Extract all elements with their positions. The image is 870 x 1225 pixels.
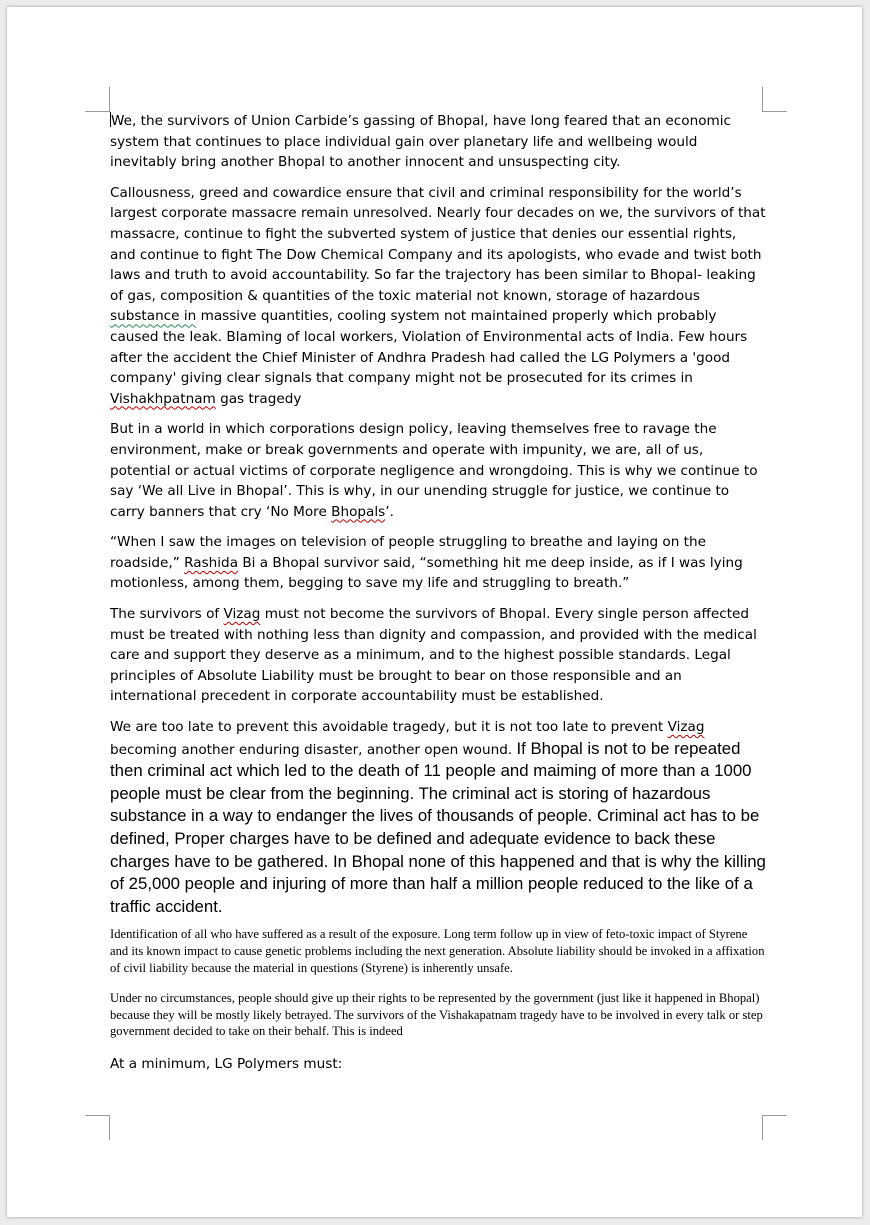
paragraph-2-text-a: Callousness, greed and cowardice ensure that civil and criminal responsibility for the world’s largest corporate massacre remain unresolved. Nearly four decades on we, the survivors of that massacre, continue to fight the subverted system of justice that denies our essential rights, and continue to fight The Dow Chemical Company and its apologists, who evade and twist both laws and truth to avoid accountability. So far the trajectory has been similar to Bhopal- leaking of gas, composition & quantities of the toxic material not known, storage of hazardous [110,184,766,304]
document-page[interactable] [7,7,862,1217]
paragraph-8: Under no circumstances, people should give up their rights to be represented by the government (just like it happened in Bhopal) because they will be mostly likely betrayed. The survivors of the Vishakapatnam tragedy have to be involved in every talk or step government decided to take on their behalf. This is indeed [110,991,763,1039]
grammar-flagged-word[interactable]: substance in [110,308,197,325]
paragraph-4-text-b: Bi a Bhopal survivor said, “something hit me deep inside, as if I was lying motionless, among them, begging to save my life and struggling to breath.” [110,554,743,592]
paragraph-3-text-a: But in a world in which corporations design policy, leaving themselves free to ravage the environment, make or break governments and operate with impunity, we are, all of us, potential or actual victims of corporate negligence and wrongdoing. This is why we continue to say ‘We all Live in Bhopal’. This is why, in our unending struggle for justice, we continue to carry banners that cry ‘No More [110,421,758,520]
paragraph-1-text: We, the survivors of Union Carbide’s gassing of Bhopal, have long feared that an economic system that continues to place individual gain over planetary life and wellbeing would inevitably bring another Bhopal to another innocent and unsuspecting city. [110,113,732,171]
paragraph-9: At a minimum, LG Polymers must: [110,1055,343,1072]
spell-flagged-word[interactable]: Bhopals [331,503,386,520]
margin-mark-bottom-right [762,1115,787,1140]
paragraph-3-text-b: ’. [385,503,394,520]
spell-flagged-word[interactable]: Vizag [667,719,705,736]
paragraph-2-text-b: massive quantities, cooling system not maintained properly which probably caused the leak. Blaming of local workers, Violation of Environmental acts of India. Few hours after the accident the Chief Minister of Andhra Pradesh had called the LG Polymers a 'good company' giving clear signals that company might not be prosecuted for its crimes in [110,308,748,387]
paragraph-6-text-b: becoming another enduring disaster, another open wound. [110,741,517,758]
paragraph-2-text-c: gas tragedy [215,390,302,407]
paragraph-5 [110,604,766,707]
margin-mark-top-right [762,87,787,112]
spell-flagged-word[interactable]: Vishakhpatnam [110,390,216,407]
paragraph-4 [110,532,766,594]
paragraph-3 [110,419,766,522]
paragraph-7: Identification of all who have suffered as a result of the exposure. Long term follow up in view of feto-toxic impact of Styrene and its known impact to cause genetic problems including the next generation. Absolute liability should be invoked in a affixation of civil liability because the material in questions (Styrene) is inherently unsafe. [110,927,765,975]
margin-mark-top-left [85,87,110,112]
paragraph-2 [110,183,766,410]
paragraph-1 [110,111,766,173]
paragraph-6 [110,717,766,918]
paragraph-5-text-a: The survivors of [110,606,224,623]
paragraph-4-text-a: “When I saw the images on television of people struggling to breathe and laying on the roadside,” [110,534,706,571]
paragraph-6-text-a: We are too late to prevent this avoidable tragedy, but it is not too late to prevent [110,719,668,736]
paragraph-5-text-b: must not become the survivors of Bhopal. Every single person affected must be treated with nothing less than dignity and compassion, and provided with the medical care and support they deserve as a minimum, and to the highest possible standards. Legal principles of Absolute Liability must be brought to bear on those responsible and an international precedent in corporate accountability must be established. [110,606,757,705]
margin-mark-bottom-left [85,1115,110,1140]
spell-flagged-word[interactable]: Rashida [184,554,239,571]
spell-flagged-word[interactable]: Vizag [223,606,261,623]
document-body[interactable] [110,111,766,1085]
paragraph-6-large-text: If Bhopal is not to be repeated then criminal act which led to the death of 11 people and maiming of more than a 1000 people must be clear from the beginning. The criminal act is storing of hazardous substance in a way to endanger the lives of thousands of people. Criminal act has to be defined, Proper charges have to be defined and adequate evidence to back these charges have to be gathered. In Bhopal none of this happened and that is why the killing of 25,000 people and injuring of more than half a million people reduced to the like of a traffic accident. [110,738,766,916]
